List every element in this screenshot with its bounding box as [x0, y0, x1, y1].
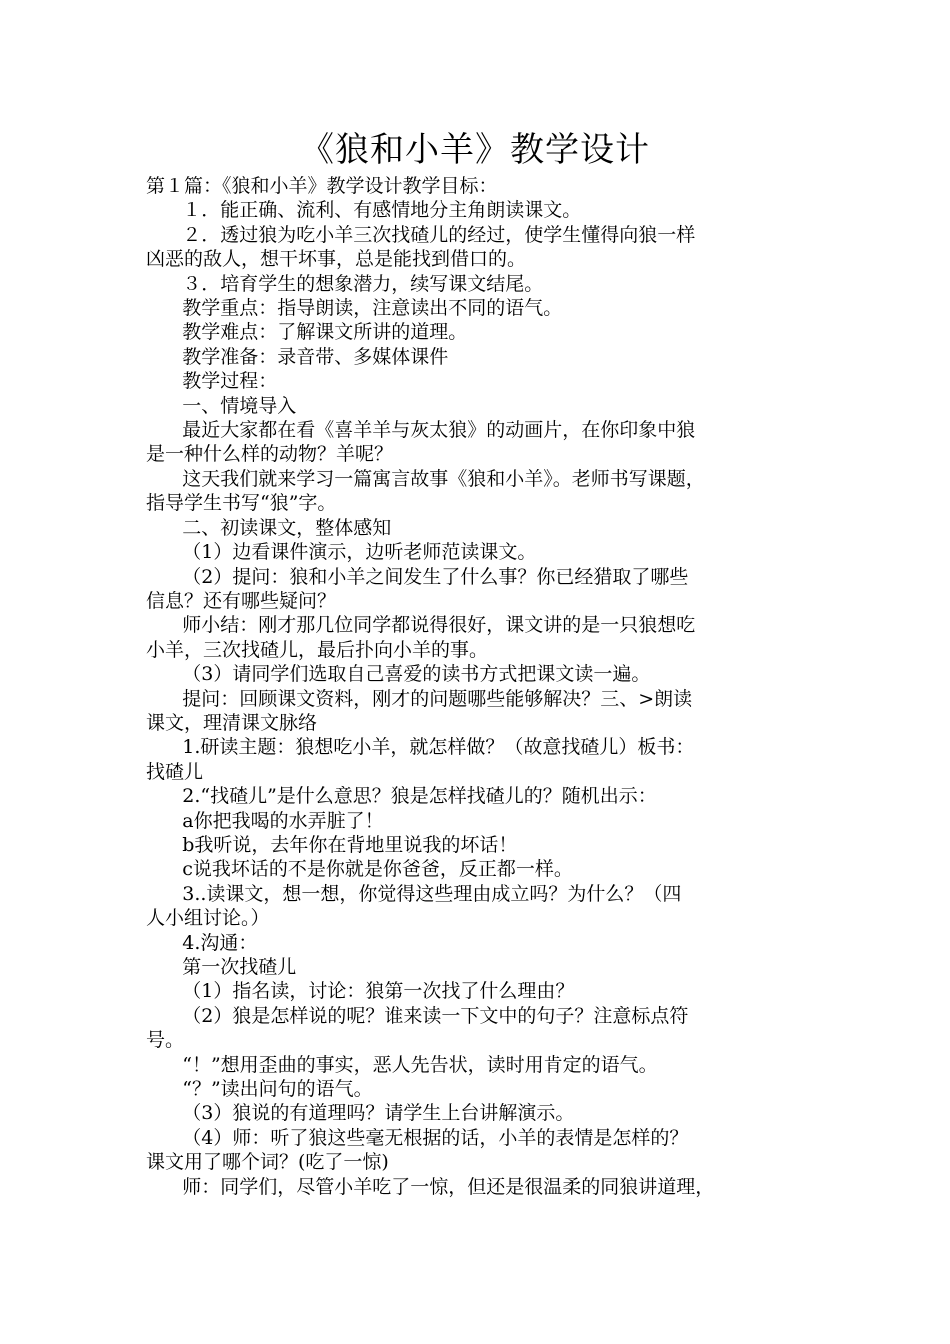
text-line: 提问：回顾课文资料，刚才的问题哪些能够解决？三、>朗读: [146, 687, 693, 710]
text-line: 人小组讨论。）: [146, 907, 270, 930]
text-line: 2.“找碴儿”是什么意思？狼是怎样找碴儿的？随机出示：: [146, 785, 657, 808]
text-line: 一、情境导入: [146, 394, 297, 417]
text-line: 教学准备：录音带、多媒体课件: [146, 345, 449, 368]
text-line: 教学过程：: [146, 370, 278, 393]
text-line: 教学难点：了解课文所讲的道理。: [146, 321, 468, 344]
text-line: 最近大家都在看《喜羊羊与灰太狼》的动画片，在你印象中狼: [146, 419, 696, 442]
text-line: 这天我们就来学习一篇寓言故事《狼和小羊》。老师书写课题，: [146, 467, 705, 490]
text-line: “？”读出问句的语气。: [146, 1078, 373, 1101]
text-line: b我听说，去年你在背地里说我的坏话！: [146, 833, 518, 856]
text-line: 找碴儿: [146, 760, 204, 783]
text-line: 是一种什么样的动物？羊呢？: [146, 443, 394, 466]
text-line: “！”想用歪曲的事实，恶人先告状，读时用肯定的语气。: [146, 1053, 658, 1076]
text-line: 师小结：刚才那几位同学都说得很好，课文讲的是一只狼想吃: [146, 614, 696, 637]
text-line: 第１篇：《狼和小羊》教学设计教学目标：: [146, 175, 498, 197]
text-line: 1.研读主题：狼想吃小羊，就怎样做？（故意找碴儿）板书：: [146, 736, 695, 759]
text-line: （2）狼是怎样说的呢？谁来读一下文中的句子？注意标点符: [146, 1004, 689, 1027]
text-line: （2）提问：狼和小羊之间发生了什么事？你已经猎取了哪些: [146, 565, 689, 588]
document-body: [146, 174, 808, 1199]
text-line: 信息？还有哪些疑问？: [146, 589, 337, 612]
text-line: 课文，理清课文脉络: [146, 711, 318, 734]
text-line: 3..读课文，想一想，你觉得这些理由成立吗？为什么？（四: [146, 882, 682, 905]
text-line: a你把我喝的水弄脏了！: [146, 809, 384, 832]
text-line: 教学重点：指导朗读，注意读出不同的语气。: [146, 297, 563, 320]
text-line: 小羊，三次找碴儿，最后扑向小羊的事。: [146, 638, 489, 661]
text-line: ２．透过狼为吃小羊三次找碴儿的经过，使学生懂得向狼一样: [146, 223, 696, 246]
page-title: 《狼和小羊》教学设计: [300, 130, 650, 170]
text-line: 课文用了哪个词？(吃了一惊): [146, 1151, 389, 1174]
text-line: （3）请同学们选取自己喜爱的读书方式把课文读一遍。: [146, 663, 651, 686]
text-line: ３．培育学生的想象潜力，续写课文结尾。: [146, 272, 544, 295]
text-line: 第一次找碴儿: [146, 956, 297, 978]
text-line: 4.沟通：: [146, 931, 258, 954]
text-line: 凶恶的敌人，想干坏事，总是能找到借口的。: [146, 248, 527, 271]
text-line: c说我坏话的不是你就是你爸爸，反正都一样。: [146, 858, 573, 881]
text-line: １．能正确、流利、有感情地分主角朗读课文。: [146, 199, 582, 222]
text-line: 号。: [146, 1029, 185, 1052]
text-line: 二、初读课文，整体感知: [146, 516, 392, 539]
text-line: 指导学生书写“狼”字。: [146, 492, 337, 515]
text-line: （3）狼说的有道理吗？请学生上台讲解演示。: [146, 1102, 575, 1125]
text-line: （1）边看课件演示，边听老师范读课文。: [146, 541, 537, 564]
text-line: （1）指名读，讨论：狼第一次找了什么理由？: [146, 980, 575, 1003]
text-line: 师：同学们，尽管小羊吃了一惊，但还是很温柔的同狼讲道理，: [146, 1175, 715, 1198]
text-line: （4）师：听了狼这些毫无根据的话，小羊的表情是怎样的？: [146, 1126, 689, 1149]
